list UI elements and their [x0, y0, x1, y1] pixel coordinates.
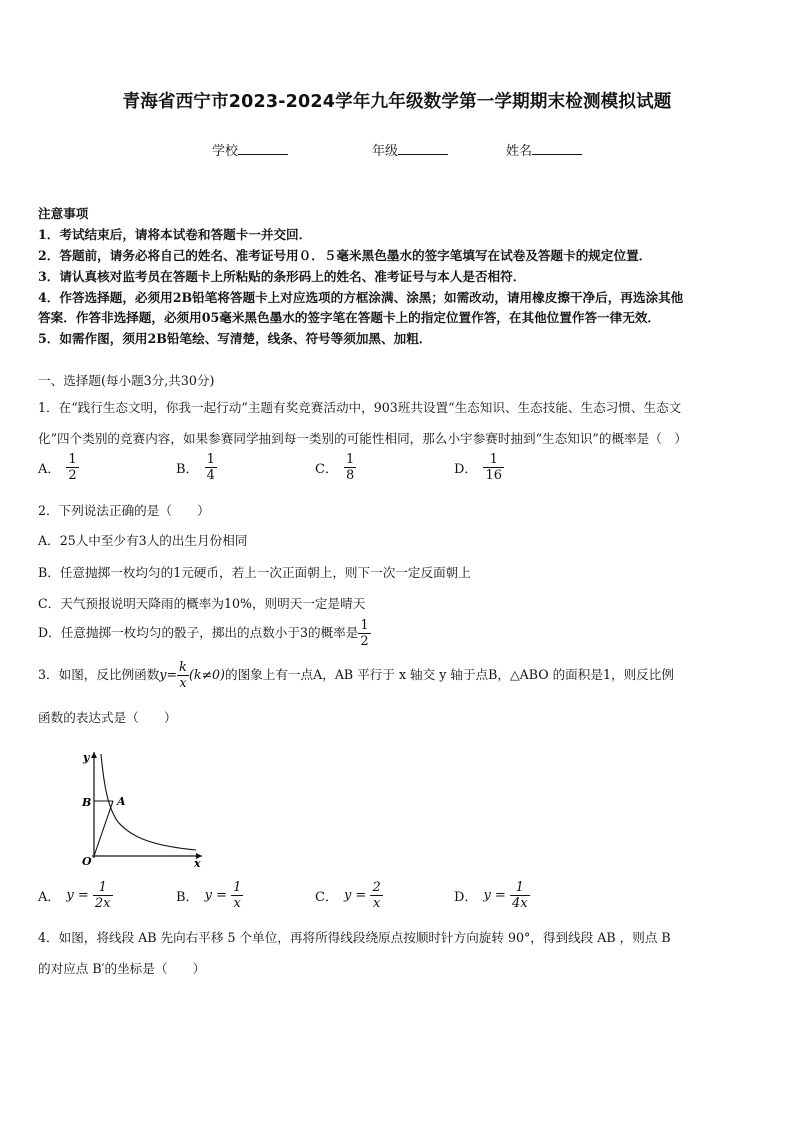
y-axis-label: y	[83, 751, 90, 764]
option-label: D．	[454, 462, 478, 477]
x-axis-label: x	[194, 857, 201, 868]
q2-option-d	[38, 618, 371, 649]
section-heading: 一、选择题(每小题3分,共30分)	[38, 373, 215, 388]
point-b-label: B	[82, 796, 92, 809]
name-blank	[532, 142, 582, 155]
fraction-denominator: 4x	[511, 896, 528, 911]
option-lhs: y =	[66, 888, 89, 903]
y-axis-arrow	[91, 752, 97, 758]
fraction	[358, 618, 370, 649]
note-item: 5．如需作图，须用2B铅笔绘、写清楚，线条、符号等须加黑、加粗．	[38, 331, 432, 346]
fraction	[93, 880, 113, 911]
q3-graph	[74, 746, 208, 868]
origin-label: O	[82, 855, 92, 868]
fraction-denominator: x	[231, 895, 243, 911]
q4-line1: 4．如图，将线段 AB 先向右平移 5 个单位，再将所得线段绕原点按顺时针方向旋转 90°，得到线段 AB ，则点 B	[38, 930, 671, 945]
q3-pre: 3．如图，反比例函数	[38, 667, 160, 682]
fraction-denominator: 2x	[94, 896, 111, 911]
notes-heading: 注意事项	[38, 206, 89, 221]
q1-option-b	[176, 452, 217, 483]
option-label: B．	[176, 462, 199, 477]
q3-option-c	[315, 880, 383, 911]
q3-option-b	[176, 880, 243, 911]
fraction-denominator: 8	[345, 468, 355, 483]
q2-option-d-text: D．任意抛掷一枚均匀的骰子，掷出的点数小于3的概率是	[38, 625, 359, 640]
name-label: 姓名	[506, 144, 533, 159]
grade-label: 年级	[372, 144, 399, 159]
fraction-numerator: 1	[515, 880, 524, 895]
fraction-denominator: 4	[206, 468, 215, 483]
option-label: B．	[176, 890, 199, 905]
fraction-numerator: 1	[206, 452, 215, 467]
name-field	[506, 140, 582, 159]
fraction	[231, 880, 243, 911]
fraction-denominator: x	[370, 895, 382, 911]
option-label: A．	[38, 462, 61, 477]
option-label: D．	[454, 890, 478, 905]
fraction	[483, 452, 504, 483]
option-label: C．	[315, 462, 338, 477]
fraction-numerator: 2	[372, 880, 381, 895]
fraction	[370, 880, 382, 911]
fraction-numerator: 1	[489, 452, 498, 467]
fraction-numerator: k	[179, 660, 187, 675]
q1-option-a	[38, 452, 79, 483]
fraction-numerator: 1	[98, 880, 107, 895]
page-title: 青海省西宁市2023-2024学年九年级数学第一学期期末检测模拟试题	[122, 92, 672, 112]
fraction	[205, 452, 217, 483]
q3-eq: =	[166, 667, 178, 682]
option-lhs: y =	[483, 888, 506, 903]
q3-option-a	[38, 880, 113, 911]
fraction	[344, 452, 356, 483]
q3-line2: 函数的表达式是（ ）	[38, 710, 177, 725]
note-item: 4．作答选择题，必须用2B铅笔将答题卡上对应选项的方框涂满、涂黑；如需改动，请用橡皮擦干净后，再选涂其他	[38, 290, 684, 305]
q2-stem: 2．下列说法正确的是（ ）	[38, 503, 210, 518]
option-lhs: y =	[343, 888, 367, 903]
note-item: 3．请认真核对监考员在答题卡上所粘贴的条形码上的姓名、准考证号与本人是否相符．	[38, 269, 526, 284]
school-field	[212, 140, 288, 159]
q3-line1	[38, 660, 674, 691]
fraction-numerator: 1	[345, 452, 355, 467]
q4-line2: 的对应点 B′的坐标是（ ）	[38, 961, 206, 976]
fraction	[66, 452, 78, 483]
school-label: 学校	[212, 144, 239, 159]
fraction	[177, 660, 189, 691]
fraction-numerator: 1	[360, 618, 369, 633]
note-item: 1．考试结束后，请将本试卷和答题卡一并交回．	[38, 227, 312, 242]
q1-option-d	[454, 452, 504, 483]
fraction-numerator: 1	[233, 880, 242, 895]
option-label: A．	[38, 890, 61, 905]
grade-field	[372, 140, 448, 159]
point-a-label: A	[117, 795, 126, 808]
option-lhs: y =	[204, 888, 227, 903]
fraction-denominator: x	[177, 675, 189, 691]
note-item: 2．答题前，请务必将自己的姓名、准考证号用０．５毫米黑色墨水的签字笔填写在试卷及答题卡的规定位置．	[38, 248, 652, 263]
note-item: 答案．作答非选择题，必须用05毫米黑色墨水的签字笔在答题卡上的指定位置作答，在其他位置作答一律无效．	[38, 310, 661, 325]
q2-option-b: B．任意抛掷一枚均匀的1元硬币，若上一次正面朝上，则下一次一定反面朝上	[38, 565, 471, 580]
hyperbola-curve	[101, 754, 196, 850]
q1-option-c	[315, 452, 356, 483]
option-label: C．	[315, 890, 338, 905]
school-blank	[238, 142, 288, 155]
fraction	[510, 880, 530, 911]
fraction-numerator: 1	[68, 452, 77, 467]
q3-option-d	[454, 880, 530, 911]
grade-blank	[398, 142, 448, 155]
fraction-denominator: 16	[485, 468, 502, 483]
segment-oa	[94, 801, 113, 856]
q3-cond: (k≠0)	[188, 667, 225, 682]
fraction-denominator: 2	[360, 634, 369, 649]
q3-post: 的图象上有一点A，AB 平行于 x 轴交 y 轴于点B，△ABO 的面积是1，则反比例	[224, 667, 674, 682]
q1-line2: 化”四个类别的竞赛内容，如果参赛同学抽到每一类别的可能性相同，那么小宇参赛时抽到“生态知识”的概率是（ ）	[38, 431, 688, 446]
fraction-denominator: 2	[68, 468, 77, 483]
q1-line1: 1．在“践行生态文明，你我一起行动”主题有奖竞赛活动中，903班共设置“生态知识、生态技能、生态习惯、生态文	[38, 400, 682, 415]
q2-option-a: A．25人中至少有3人的出生月份相同	[38, 533, 248, 548]
q2-option-c: C．天气预报说明天降雨的概率为10%，则明天一定是晴天	[38, 596, 366, 611]
q3-y: y	[159, 667, 167, 682]
